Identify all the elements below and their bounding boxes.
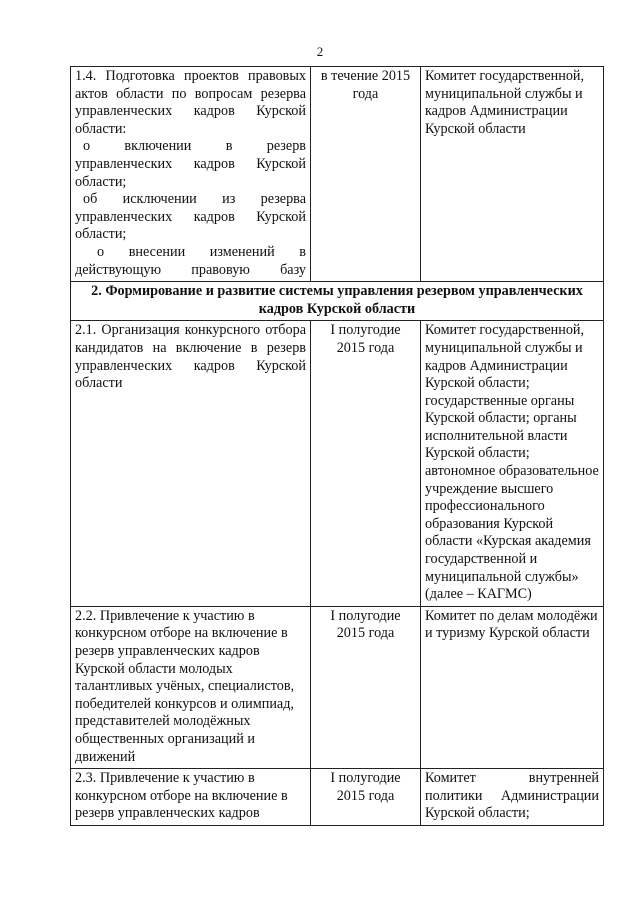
plan-table — [70, 66, 604, 826]
executor-cell: Комитет государственной, муниципальной службы и кадров Администрации Курской области; государственные органы Курской области; органы исполнительной власти Курской области; автономное образовательное учреждение высшего профессионального образования Курской области «Курская академия государственной и муниципальной службы» (далее – КАГМС) — [421, 321, 604, 607]
activity-item: о включении в резерв управленческих кадров Курской области; — [75, 138, 306, 190]
page-number: 2 — [316, 44, 324, 59]
table-row — [71, 769, 604, 826]
table-row — [71, 606, 604, 768]
executor-cell: Комитет государственной, муниципальной службы и кадров Администрации Курской области — [421, 67, 604, 282]
section-heading: 2. Формирование и развитие системы управления резервом управленческих кадров Курской области — [71, 282, 604, 321]
activity-cell: 2.1. Организация конкурсного отбора кандидатов на включение в резерв управленческих кадров Курской области — [71, 321, 311, 607]
term-cell: I полугодие 2015 года — [311, 606, 421, 768]
activity-cell — [71, 67, 311, 282]
executor-cell: Комитет внутренней политики Администрации Курской области; — [421, 769, 604, 826]
section-row — [71, 282, 604, 321]
executor-cell: Комитет по делам молодёжи и туризму Курской области — [421, 606, 604, 768]
table-row — [71, 321, 604, 607]
activity-cell: 2.3. Привлечение к участию в конкурсном отборе на включение в резерв управленческих кадров — [71, 769, 311, 826]
term-cell: I полугодие 2015 года — [311, 321, 421, 607]
term-cell: в течение 2015 года — [311, 67, 421, 282]
term-cell: I полугодие 2015 года — [311, 769, 421, 826]
activity-cell: 2.2. Привлечение к участию в конкурсном отборе на включение в резерв управленческих кадров Курской области молодых талантливых учёных, специалистов, победителей конкурсов и олимпиад, представителей молодёжных общественных организаций и движений — [71, 606, 311, 768]
table-row — [71, 67, 604, 282]
activity-title: 1.4. Подготовка проектов правовых актов области по вопросам резерва управленческих кадров Курской области: — [75, 68, 306, 137]
activity-item: о внесении изменений в действующую правовую базу — [75, 243, 306, 278]
activity-item: об исключении из резерва управленческих кадров Курской области; — [75, 191, 306, 243]
